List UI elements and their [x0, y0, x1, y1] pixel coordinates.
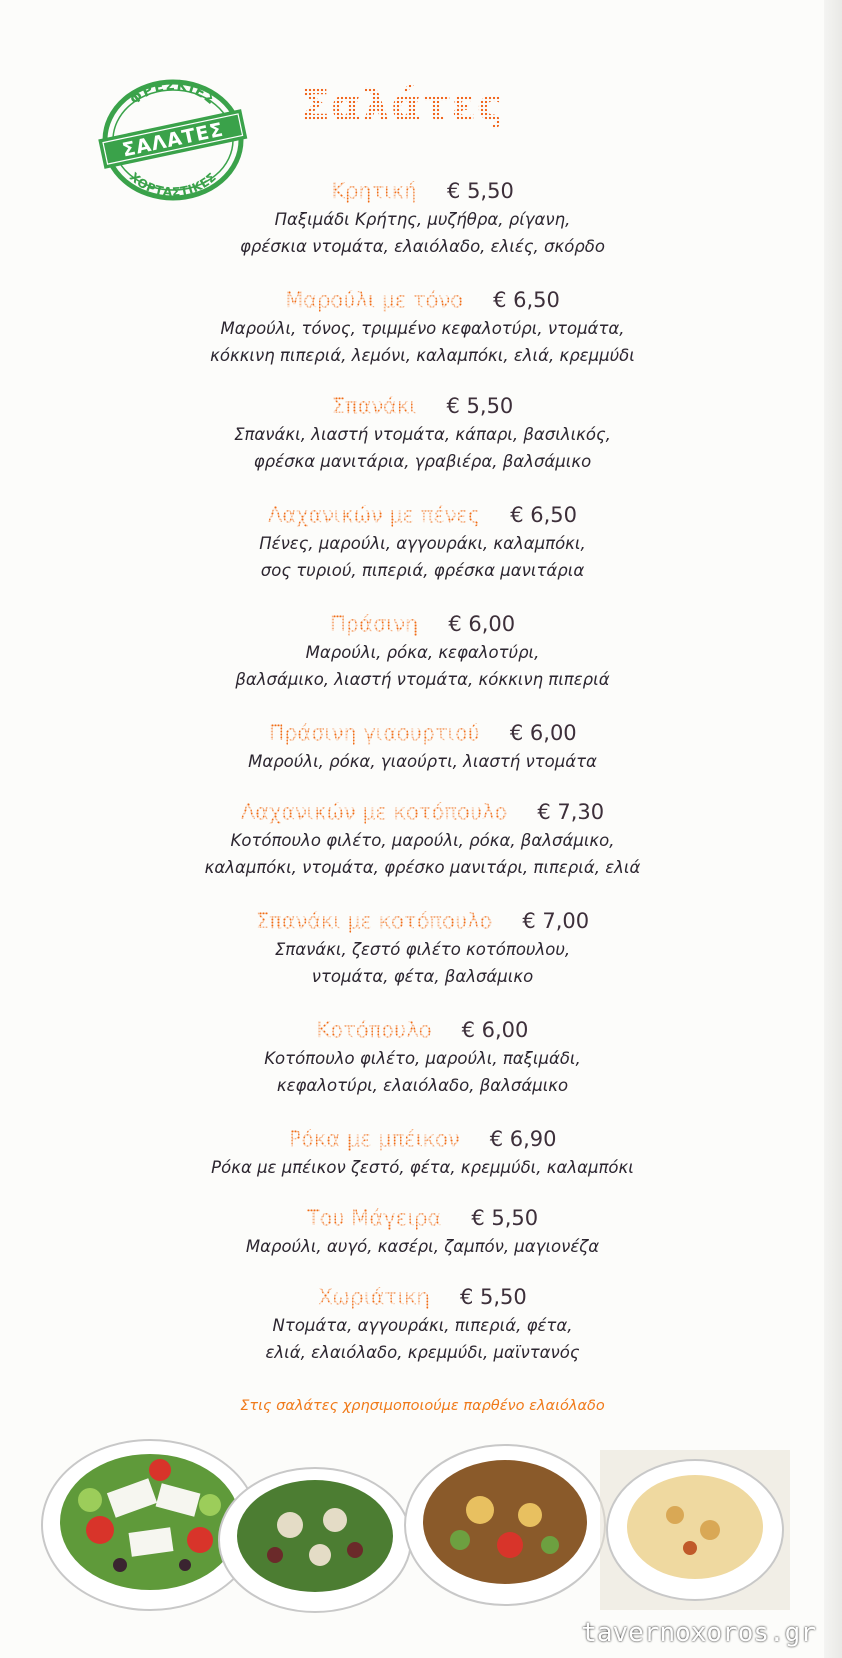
- menu-item-header: [150, 797, 695, 827]
- menu-item-description: Μαρούλι, ρόκα, κεφαλοτύρι,: [305, 643, 540, 662]
- menu-item-description: βαλσάμικο, λιαστή ντομάτα, κόκκινη πιπεριά: [235, 670, 610, 689]
- stamp-bottom-text: ΧΟΡΤΑΣΤΙΚΕΣ: [126, 169, 220, 200]
- menu-item-description: Ρόκα με μπέικον ζεστό, φέτα, κρεμμύδι, καλαμπόκι: [211, 1158, 634, 1177]
- menu-item: [150, 391, 695, 475]
- menu-item-name: Σπανάκι με κοτόπουλο: [255, 909, 493, 933]
- menu-item-description: Παξιμάδι Κρήτης, μυζήθρα, ρίγανη,: [274, 210, 571, 229]
- spinach-salad-plate-image: [219, 1468, 411, 1612]
- menu-item: [150, 906, 695, 990]
- page-edge: [824, 0, 842, 1658]
- menu-item: [150, 1124, 695, 1181]
- menu-item: [150, 500, 695, 584]
- menu-item-description: Μαρούλι, αυγό, κασέρι, ζαμπόν, μαγιονέζα: [245, 1237, 600, 1256]
- menu-item-price: € 6,00: [461, 1018, 529, 1042]
- stamp-top-text: ΦΡΕΣΚΙΕΣ: [127, 77, 219, 109]
- menu-item-price: € 6,90: [489, 1127, 557, 1151]
- menu-item-header: [150, 176, 695, 206]
- menu-item: [150, 1015, 695, 1099]
- menu-item: [150, 176, 695, 260]
- menu-item-header: [150, 718, 695, 748]
- menu-item-description: Πένες, μαρούλι, αγγουράκι, καλαμπόκι,: [259, 534, 586, 553]
- menu-item: [150, 718, 695, 775]
- menu-item-description: φρέσκια ντομάτα, ελαιόλαδο, ελιές, σκόρδο: [240, 237, 605, 256]
- menu-item-description: Σπανάκι, λιαστή ντομάτα, κάπαρι, βασιλικός,: [234, 425, 611, 444]
- menu-item-name: Χωριάτικη: [318, 1285, 430, 1309]
- menu-item-header: [150, 391, 695, 421]
- menu-item-name: Του Μάγειρα: [306, 1206, 442, 1230]
- menu-item-price: € 5,50: [446, 394, 514, 418]
- menu-item-header: [150, 500, 695, 530]
- svg-text:ΦΡΕΣΚΙΕΣ: [127, 78, 219, 109]
- menu-item-price: € 5,50: [447, 179, 514, 203]
- menu-item-description: Κοτόπουλο φιλέτο, μαρούλι, ρόκα, βαλσάμικο,: [230, 831, 615, 850]
- menu-item-price: € 5,50: [471, 1206, 539, 1230]
- pasta-salad-plate-image: [600, 1450, 790, 1610]
- menu-item-price: € 6,00: [509, 721, 577, 745]
- olive-oil-note: Στις σαλάτες χρησιμοποιούμε παρθένο ελαιόλαδο: [240, 1398, 605, 1414]
- menu-item: [150, 609, 695, 693]
- menu-item-price: € 6,50: [493, 288, 560, 312]
- menu-item-name: Σπανάκι: [331, 394, 417, 418]
- menu-item-description: Μαρούλι, ρόκα, γιαούρτι, λιαστή ντομάτα: [248, 752, 597, 771]
- menu-item-name: Μαρούλι με τόνο: [285, 288, 464, 312]
- menu-item-description: καλαμπόκι, ντομάτα, φρέσκο μανιτάρι, πιπεριά, ελιά: [204, 858, 641, 877]
- menu-item-price: € 6,50: [510, 503, 577, 527]
- menu-item-name: Πράσινη: [329, 612, 419, 636]
- menu-item-description: Σπανάκι, ζεστό φιλέτο κοτόπουλου,: [274, 940, 571, 959]
- stamp-banner-text: ΣΑΛΑΤΕΣ: [120, 118, 226, 162]
- menu-item-header: [150, 285, 695, 315]
- menu-item-description: κόκκινη πιπεριά, λεμόνι, καλαμπόκι, ελιά, κρεμμύδι: [210, 346, 635, 365]
- menu-item-description: Μαρούλι, τόνος, τριμμένο κεφαλοτύρι, ντομάτα,: [220, 319, 625, 338]
- menu-item-description: ντομάτα, φέτα, βαλσάμικο: [311, 967, 534, 986]
- menu-item: [150, 1282, 695, 1366]
- menu-item-name: Κρητική: [331, 179, 418, 203]
- menu-item-price: € 6,00: [448, 612, 516, 636]
- menu-item-header: [150, 906, 695, 936]
- menu-item-description: ελιά, ελαιόλαδο, κρεμμύδι, μαϊντανός: [265, 1343, 580, 1362]
- menu-item: [150, 285, 695, 369]
- menu-item-header: [150, 1015, 695, 1045]
- menu-item-description: σος τυριού, πιπεριά, φρέσκα μανιτάρια: [260, 561, 585, 580]
- menu-item: [150, 797, 695, 881]
- menu-item-price: € 5,50: [459, 1285, 527, 1309]
- menu-item-name: Ρόκα με μπέικον: [288, 1127, 460, 1151]
- salad-plates-photo: [40, 1430, 820, 1620]
- site-watermark: tavernoxoros.gr: [581, 1618, 816, 1648]
- page-title: Σαλάτες: [300, 80, 505, 131]
- menu-item-header: [150, 1282, 695, 1312]
- menu-item-header: [150, 1124, 695, 1154]
- menu-item-name: Κοτόπουλο: [316, 1018, 432, 1042]
- menu-list: [150, 176, 695, 1366]
- menu-item: [150, 1203, 695, 1260]
- menu-item-header: [150, 609, 695, 639]
- menu-item-description: Κοτόπουλο φιλέτο, μαρούλι, παξιμάδι,: [264, 1049, 581, 1068]
- menu-item-description: Ντομάτα, αγγουράκι, πιπεριά, φέτα,: [272, 1316, 573, 1335]
- menu-item-price: € 7,30: [537, 800, 605, 824]
- menu-item-price: € 7,00: [522, 909, 590, 933]
- menu-item-description: φρέσκα μανιτάρια, γραβιέρα, βαλσάμικο: [253, 452, 592, 471]
- menu-item-header: [150, 1203, 695, 1233]
- menu-item-name: Λαχανικών με πένες: [268, 503, 481, 527]
- menu-item-description: κεφαλοτύρι, ελαιόλαδο, βαλσάμικο: [276, 1076, 569, 1095]
- menu-item-name: Λαχανικών με κοτόπουλο: [240, 800, 508, 824]
- chicken-salad-plate-image: [405, 1445, 605, 1605]
- menu-item-name: Πράσινη γιαουρτιού: [268, 721, 480, 745]
